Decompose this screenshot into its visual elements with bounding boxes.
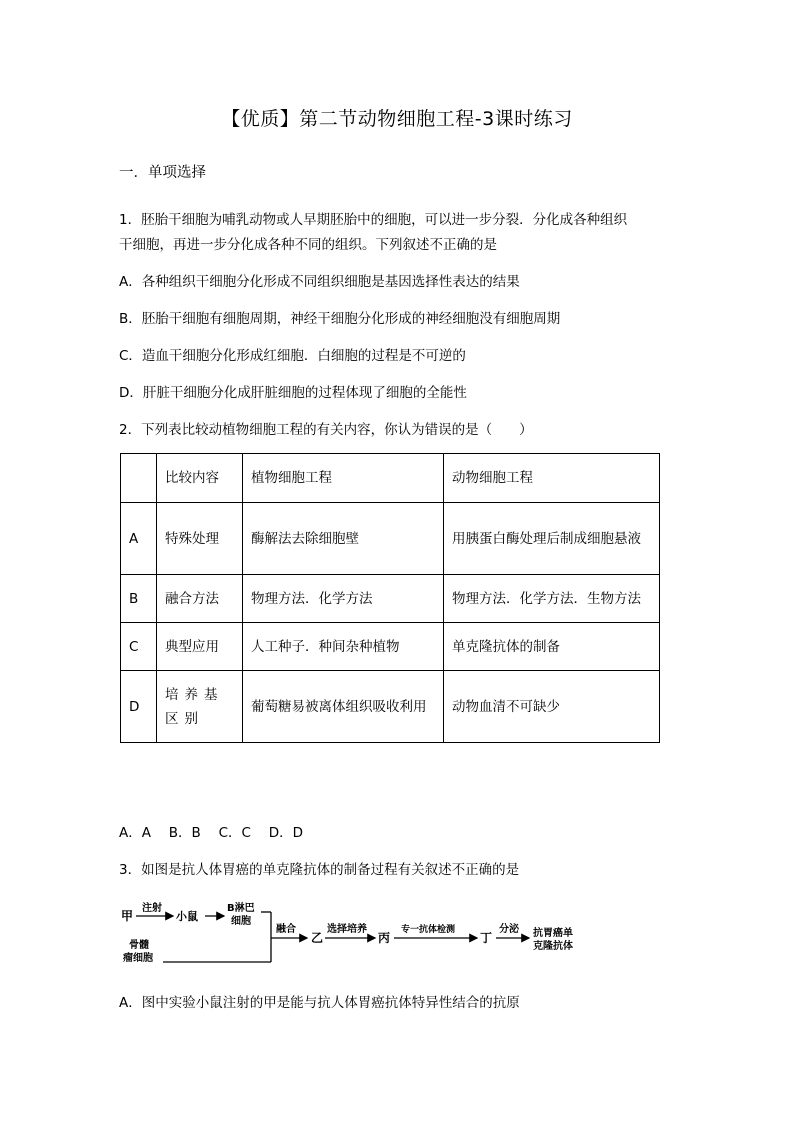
table-cell: 用胰蛋白酶处理后制成细胞悬液 — [444, 503, 660, 575]
label-detect: 专一抗体检测 — [401, 925, 456, 935]
node-bcell-line1: B淋巴 — [227, 903, 255, 914]
node-mouse: 小鼠 — [176, 910, 198, 923]
table-cell: 物理方法．化学方法 — [243, 575, 444, 623]
node-bcell-line2: 细胞 — [231, 916, 251, 927]
label-select: 选择培养 — [327, 924, 367, 935]
table-cell: B — [121, 575, 157, 623]
table-header-cell: 动物细胞工程 — [444, 454, 660, 503]
table-header-row — [121, 454, 660, 503]
antibody-production-diagram — [119, 900, 599, 972]
page-title: 【优质】第二节动物细胞工程-3课时练习 — [221, 108, 573, 130]
table-cell — [121, 454, 157, 503]
table-header-cell: 比较内容 — [157, 454, 243, 503]
table-cell: 人工种子．种间杂种植物 — [243, 623, 444, 671]
table-cell: 动物血清不可缺少 — [444, 671, 660, 743]
table-cell: A — [121, 503, 157, 575]
node-myeloma-line2: 瘤细胞 — [123, 953, 153, 964]
table-cell: D — [121, 671, 157, 743]
section-heading: 一．单项选择 — [119, 165, 206, 181]
table-cell: 单克隆抗体的制备 — [444, 623, 660, 671]
table-row — [121, 671, 660, 743]
q1-option-c: C．造血干细胞分化形成红细胞．白细胞的过程是不可逆的 — [119, 348, 466, 364]
label-fuse: 融合 — [276, 924, 296, 935]
label-secrete: 分泌 — [499, 924, 519, 935]
q1-stem-line2: 干细胞，再进一步分化成各种不同的组织。下列叙述不正确的是 — [119, 237, 497, 253]
comparison-table — [120, 453, 660, 743]
table-cell: 典型应用 — [157, 623, 243, 671]
node-ding: 丁 — [480, 931, 493, 945]
node-yi: 乙 — [311, 931, 324, 945]
q2-stem: 2．下列表比较动植物细胞工程的有关内容，你认为错误的是（ ） — [119, 422, 533, 438]
table-cell: 物理方法．化学方法．生物方法 — [444, 575, 660, 623]
node-product-line1: 抗胃癌单 — [533, 928, 573, 939]
table-row — [121, 623, 660, 671]
q1-option-b: B．胚胎干细胞有细胞周期，神经干细胞分化形成的神经细胞没有细胞周期 — [119, 311, 561, 327]
node-myeloma-line1: 骨髓 — [129, 940, 149, 951]
label-inject: 注射 — [142, 903, 162, 914]
table-cell: 特殊处理 — [157, 503, 243, 575]
q1-option-a: A．各种组织干细胞分化形成不同组织细胞是基因选择性表达的结果 — [119, 274, 520, 290]
node-product-line2: 克隆抗体 — [533, 941, 573, 952]
table-header-cell: 植物细胞工程 — [243, 454, 444, 503]
table-cell: 融合方法 — [157, 575, 243, 623]
table-cell: C — [121, 623, 157, 671]
node-jia: 甲 — [121, 909, 134, 923]
table-row — [121, 575, 660, 623]
q2-answer-choices: A．A B．B C．C D．D — [119, 825, 304, 841]
node-bing: 丙 — [378, 931, 391, 945]
q3-stem: 3．如图是抗人体胃癌的单克隆抗体的制备过程有关叙述不正确的是 — [119, 862, 520, 878]
q3-option-a: A．图中实验小鼠注射的甲是能与抗人体胃癌抗体特异性结合的抗原 — [119, 995, 520, 1011]
table-cell: 培养基区别 — [157, 671, 243, 743]
table-cell: 酶解法去除细胞壁 — [243, 503, 444, 575]
table-cell: 葡萄糖易被离体组织吸收利用 — [243, 671, 444, 743]
q1-option-d: D．肝脏干细胞分化成肝脏细胞的过程体现了细胞的全能性 — [119, 385, 467, 401]
q1-stem-line1: 1．胚胎干细胞为哺乳动物或人早期胚胎中的细胞，可以进一步分裂．分化成各种组织 — [119, 212, 628, 228]
table-row — [121, 503, 660, 575]
